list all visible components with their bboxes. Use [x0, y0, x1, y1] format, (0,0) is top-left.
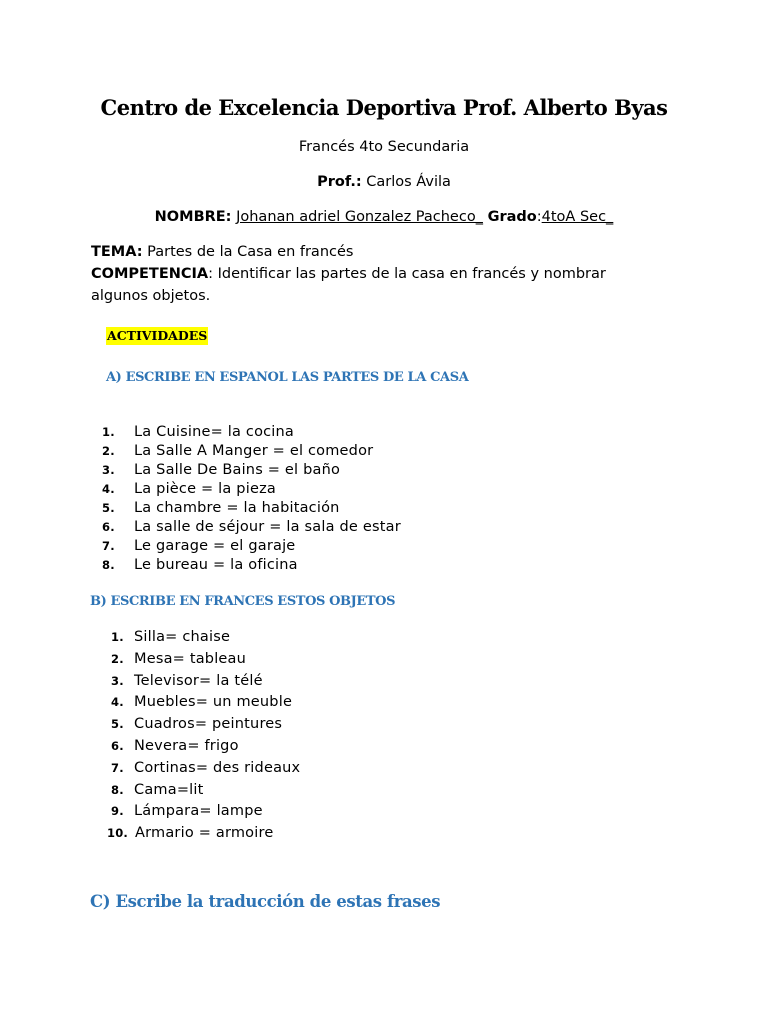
list-item-text: Silla= chaise — [134, 629, 231, 645]
student-name: Johanan adriel Gonzalez Pacheco_ — [236, 209, 483, 225]
list-item — [102, 499, 401, 518]
list-item — [107, 671, 300, 693]
list-item-number: 3. — [111, 673, 124, 688]
section-b-heading: B) ESCRIBE EN FRANCES ESTOS OBJETOS — [90, 594, 396, 609]
list-item — [102, 442, 401, 461]
section-a-heading: A) ESCRIBE EN ESPANOL LAS PARTES DE LA CASA — [106, 370, 469, 385]
topic-value: Partes de la Casa en francés — [142, 244, 354, 260]
student-name-label: NOMBRE: — [154, 209, 232, 225]
list-item-text: La Cuisine= la cocina — [134, 424, 295, 440]
list-item-text: Armario = armoire — [135, 825, 274, 842]
document-title: Centro de Excelencia Deportiva Prof. Alberto Byas — [100, 95, 668, 120]
list-item — [107, 780, 300, 802]
list-item — [107, 736, 300, 758]
list-item — [107, 758, 300, 780]
list-item-text: Le bureau = la oficina — [134, 557, 298, 573]
list-item-number: 8. — [111, 782, 124, 797]
list-item — [102, 556, 401, 575]
list-item — [102, 461, 401, 480]
list-item — [102, 518, 401, 537]
section-a-list — [102, 423, 401, 575]
list-item-text: La chambre = la habitación — [134, 500, 340, 516]
list-item-text: La Salle De Bains = el baño — [134, 462, 341, 478]
list-item — [102, 423, 401, 442]
list-item — [107, 714, 300, 736]
activities-label: ACTIVIDADES — [107, 328, 208, 343]
grade-separator: : — [536, 209, 542, 225]
list-item-number: 6. — [102, 520, 115, 534]
section-c-heading: C) Escribe la traducción de estas frases — [90, 892, 441, 911]
list-item-text: Cama=lit — [134, 781, 204, 798]
list-item-number: 8. — [102, 558, 115, 572]
list-item — [107, 692, 300, 714]
list-item-number: 7. — [111, 760, 124, 775]
list-item-number: 10. — [107, 826, 128, 841]
list-item-number: 6. — [111, 738, 124, 753]
list-item — [107, 801, 300, 823]
competency-value: : Identificar las partes de la casa en francés y nombrar algunos objetos. — [91, 266, 606, 304]
list-item-number: 1. — [102, 425, 115, 439]
list-item-number: 5. — [111, 717, 124, 732]
teacher-label: Prof.: — [317, 174, 362, 190]
list-item-text: Cortinas= des rideaux — [134, 759, 301, 776]
list-item — [102, 537, 401, 556]
teacher-line — [0, 172, 768, 192]
topic-label: TEMA: — [91, 244, 143, 260]
list-item — [107, 649, 300, 671]
list-item-number: 7. — [102, 539, 115, 553]
list-item — [102, 480, 401, 499]
list-item-text: Muebles= un meuble — [134, 694, 293, 711]
list-item-number: 1. — [111, 630, 124, 644]
list-item-text: Le garage = el garaje — [134, 538, 296, 554]
grade-label: Grado — [487, 209, 537, 225]
topic-line — [91, 242, 353, 262]
course-subtitle: Francés 4to Secundaria — [298, 139, 470, 155]
section-b-list — [107, 627, 300, 845]
student-line — [0, 207, 768, 227]
competency-label: COMPETENCIA — [91, 266, 209, 282]
list-item-number: 2. — [102, 444, 115, 458]
list-item-text: La pièce = la pieza — [134, 481, 276, 497]
list-item-text: Mesa= tableau — [134, 650, 247, 667]
list-item-number: 4. — [102, 482, 115, 496]
list-item-number: 9. — [111, 804, 124, 819]
list-item-text: Lámpara= lampe — [134, 803, 263, 820]
grade-value: 4toA Sec_ — [541, 209, 614, 225]
list-item — [107, 627, 300, 649]
competency-line — [91, 263, 651, 307]
list-item-text: La Salle A Manger = el comedor — [134, 443, 374, 459]
list-item-number: 4. — [111, 695, 124, 710]
teacher-name: Carlos Ávila — [361, 174, 451, 190]
list-item-number: 2. — [111, 651, 124, 666]
list-item-number: 3. — [102, 463, 115, 477]
list-item-text: La salle de séjour = la sala de estar — [134, 519, 401, 535]
list-item-number: 5. — [102, 501, 115, 515]
list-item-text: Nevera= frigo — [134, 737, 239, 754]
list-item — [107, 823, 300, 845]
list-item-text: Cuadros= peintures — [134, 716, 283, 733]
list-item-text: Televisor= la télé — [134, 672, 263, 689]
